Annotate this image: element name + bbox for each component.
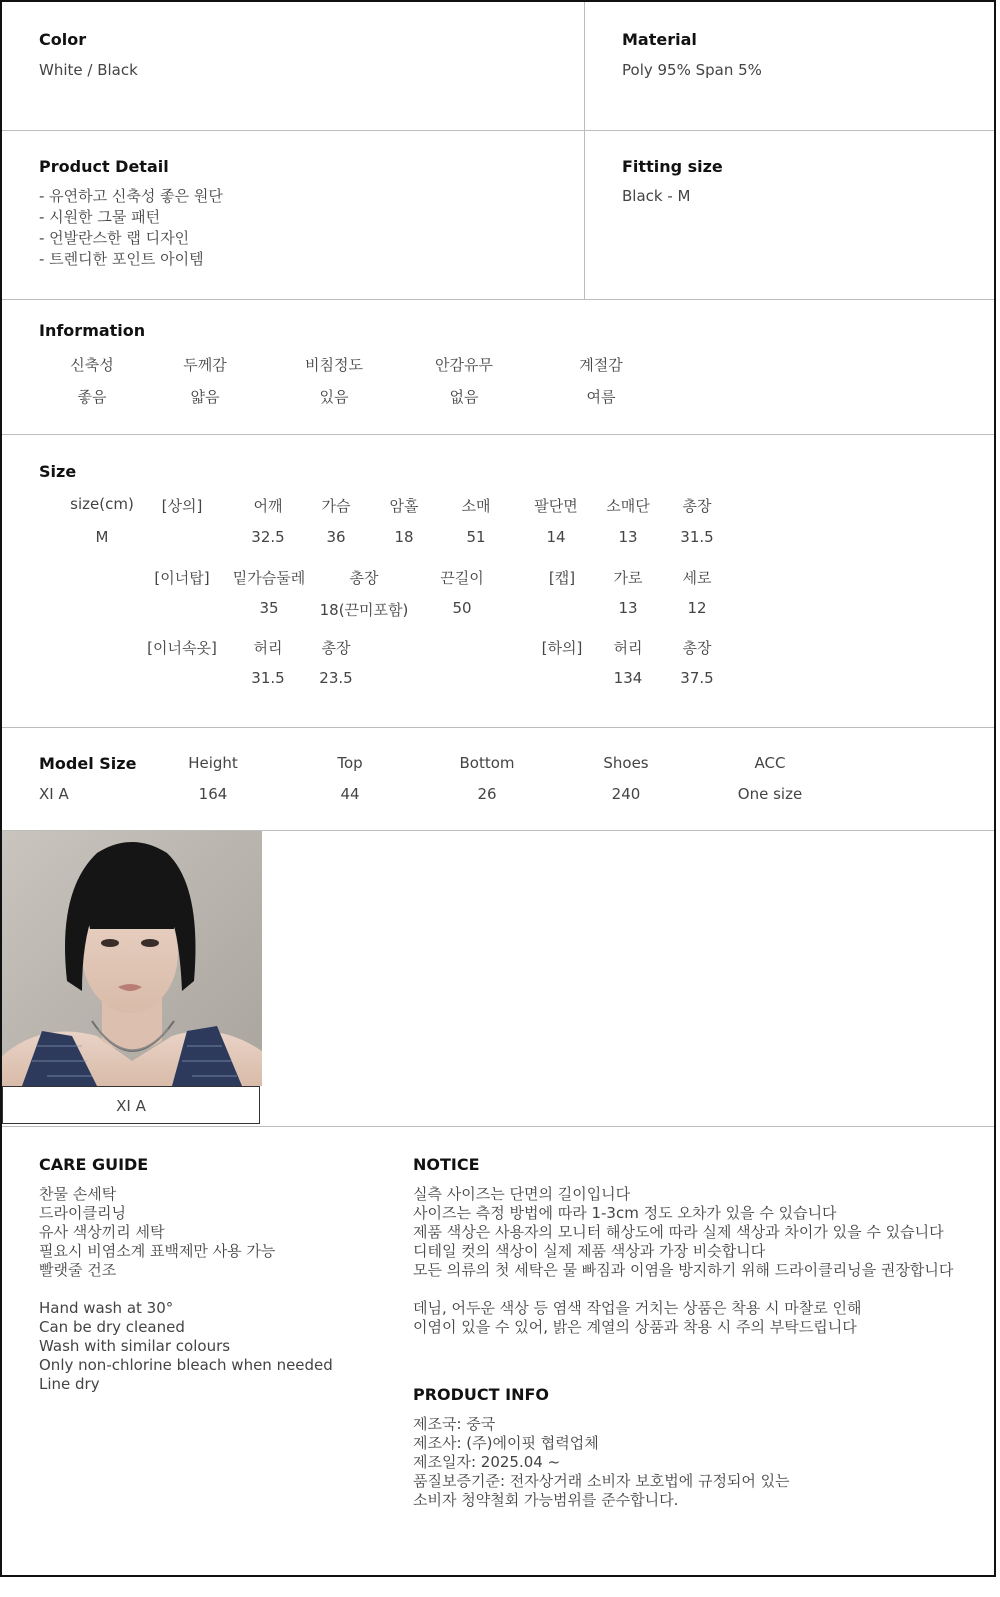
size-row-label: M: [95, 528, 109, 546]
list-item: 드라이클리닝: [39, 1204, 126, 1222]
list-item: 실측 사이즈는 단면의 길이입니다: [413, 1185, 631, 1203]
group-label-cap: [캡]: [548, 569, 576, 587]
information-heading: Information: [39, 321, 146, 340]
model-column-value: 164: [198, 785, 228, 803]
notice-heading: NOTICE: [413, 1155, 480, 1174]
product-info-heading: PRODUCT INFO: [413, 1385, 550, 1404]
model-column-value: One size: [737, 785, 803, 803]
list-item: - 언발란스한 랩 디자인: [39, 229, 190, 247]
list-item: 데님, 어두운 색상 등 염색 작업을 거치는 상품은 착용 시 마찰로 인해: [413, 1299, 862, 1317]
model-column-label: Height: [188, 754, 238, 772]
size-value: 32.5: [251, 528, 285, 546]
info-label: 비침정도: [305, 356, 363, 374]
information-section: [2, 300, 994, 435]
list-item: 사이즈는 측정 방법에 따라 1-3cm 정도 오차가 있을 수 있습니다: [413, 1204, 837, 1222]
size-value: 36: [326, 528, 346, 546]
list-item: 유사 색상끼리 세탁: [39, 1223, 165, 1241]
list-item: - 유연하고 신축성 좋은 원단: [39, 187, 223, 205]
model-name: XI A: [39, 785, 69, 803]
size-unit-label: size(cm): [70, 495, 134, 513]
care-notice-section: [2, 1127, 994, 1577]
list-item: 품질보증기준: 전자상거래 소비자 보호법에 규정되어 있는: [413, 1472, 790, 1490]
size-column: 허리: [253, 639, 283, 657]
size-column: 팔단면: [534, 497, 578, 515]
product-detail-list: [39, 186, 223, 270]
model-size-section: [2, 728, 994, 831]
model-portrait-image: [2, 831, 262, 1086]
model-photo-caption: XI A: [2, 1086, 260, 1124]
size-value: 37.5: [680, 669, 714, 687]
size-column: 가슴: [321, 497, 351, 515]
info-label: 안감유무: [435, 356, 493, 374]
list-item: Only non-chlorine bleach when needed: [39, 1356, 333, 1374]
size-column: 총장: [682, 497, 712, 515]
list-item: - 트렌디한 포인트 아이템: [39, 250, 204, 268]
info-label: 신축성: [70, 356, 114, 374]
care-guide-en-list: [39, 1299, 333, 1394]
model-photo-section: [2, 831, 994, 1127]
size-column: 총장: [682, 639, 712, 657]
size-value: 12: [687, 599, 707, 617]
info-value: 좋음: [77, 388, 107, 406]
list-item: 필요시 비염소계 표백제만 사용 가능: [39, 1242, 276, 1260]
size-value: 134: [613, 669, 643, 687]
group-label-innerwear: [이너속옷]: [147, 639, 217, 657]
size-column: 소매단: [606, 497, 650, 515]
size-value: 31.5: [680, 528, 714, 546]
info-value: 있음: [319, 388, 349, 406]
model-size-heading: Model Size: [39, 754, 137, 773]
info-value: 없음: [449, 388, 479, 406]
fitting-value: Black - M: [622, 187, 691, 205]
list-item: - 시원한 그물 패턴: [39, 208, 161, 226]
size-value: 13: [618, 599, 638, 617]
size-section: [2, 435, 994, 728]
size-value: 35: [259, 599, 279, 617]
fitting-heading: Fitting size: [622, 157, 723, 176]
list-item: 소비자 청약철회 가능범위를 준수합니다.: [413, 1491, 679, 1509]
model-column-value: 26: [477, 785, 497, 803]
info-value: 얇음: [190, 388, 220, 406]
group-label-top: [상의]: [161, 497, 203, 515]
list-item: 디테일 컷의 색상이 실제 제품 색상과 가장 비슷합니다: [413, 1242, 766, 1260]
size-column: 총장: [349, 569, 379, 587]
list-item: Line dry: [39, 1375, 100, 1393]
list-item: 제조사: (주)에이핏 협력업체: [413, 1434, 599, 1452]
color-value: White / Black: [39, 61, 138, 79]
color-material-section: [2, 2, 994, 131]
size-column: 가로: [613, 569, 643, 587]
group-label-innertop: [이너탑]: [154, 569, 210, 587]
list-item: 제조일자: 2025.04 ~: [413, 1453, 561, 1471]
color-heading: Color: [39, 30, 87, 49]
care-guide-heading: CARE GUIDE: [39, 1155, 149, 1174]
detail-fitting-section: [2, 131, 994, 300]
size-value: 50: [452, 599, 472, 617]
product-detail-heading: Product Detail: [39, 157, 169, 176]
material-value: Poly 95% Span 5%: [622, 61, 762, 79]
size-column: 끈길이: [440, 569, 484, 587]
size-column: 어깨: [253, 497, 283, 515]
info-label: 두께감: [183, 356, 227, 374]
list-item: 제품 색상은 사용자의 모니터 해상도에 따라 실제 색상과 차이가 있을 수 있습니다: [413, 1223, 944, 1241]
size-value: 18(끈미포함): [319, 601, 409, 619]
list-item: 제조국: 중국: [413, 1415, 496, 1433]
model-photo: [2, 831, 262, 1086]
notice-list: [413, 1185, 953, 1280]
size-value: 14: [546, 528, 566, 546]
model-column-label: Top: [337, 754, 363, 772]
size-value: 31.5: [251, 669, 285, 687]
size-value: 23.5: [319, 669, 353, 687]
list-item: 찬물 손세탁: [39, 1185, 117, 1203]
size-value: 18: [394, 528, 414, 546]
product-info-list: [413, 1415, 790, 1510]
list-item: Wash with similar colours: [39, 1337, 231, 1355]
model-column-value: 240: [611, 785, 641, 803]
list-item: 모든 의류의 첫 세탁은 물 빠짐과 이염을 방지하기 위해 드라이클리닝을 권장합니다: [413, 1261, 954, 1279]
model-column-label: Shoes: [603, 754, 649, 772]
model-column-value: 44: [340, 785, 360, 803]
list-item: Hand wash at 30°: [39, 1299, 174, 1317]
notice-list-2: [413, 1299, 861, 1337]
group-label-bottom: [하의]: [541, 639, 583, 657]
info-label: 계절감: [579, 356, 623, 374]
info-value: 여름: [586, 388, 616, 406]
list-item: 이염이 있을 수 있어, 밝은 계열의 상품과 착용 시 주의 부탁드립니다: [413, 1318, 857, 1336]
size-column: 소매: [461, 497, 491, 515]
list-item: Can be dry cleaned: [39, 1318, 185, 1336]
size-value: 51: [466, 528, 486, 546]
model-column-label: ACC: [754, 754, 786, 772]
size-column: 총장: [321, 639, 351, 657]
size-column: 암홀: [389, 497, 419, 515]
model-column-label: Bottom: [459, 754, 515, 772]
care-guide-ko-list: [39, 1185, 275, 1280]
size-column: 밑가슴둘레: [232, 569, 306, 587]
list-item: 빨랫줄 건조: [39, 1261, 117, 1279]
material-heading: Material: [622, 30, 697, 49]
size-heading: Size: [39, 462, 77, 481]
size-value: 13: [618, 528, 638, 546]
size-column: 세로: [682, 569, 712, 587]
size-column: 허리: [613, 639, 643, 657]
